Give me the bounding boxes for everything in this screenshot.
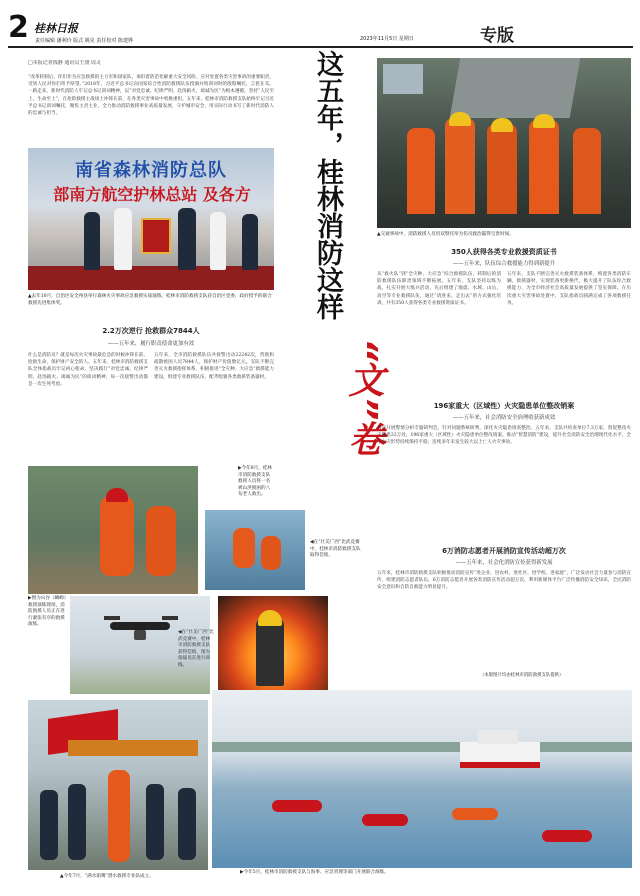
red-carpet [28,266,274,290]
firefighter-silhouette [256,616,284,686]
section4-subtitle: ——五年来，社会化消防宣传获得新发展 [455,560,553,566]
firefighter-1 [407,128,435,214]
section2-subtitle: ——五年来，队伍综合救援能力得到新提升 [452,261,556,267]
section1-text-1: 什么是消防员？就是每次火灾事故最危急的时候冲锋在前，抢救生命，保护财产安全的人。五年来，桂林市消防救援支队全体指战员牢记初心使命，坚决践行“对党忠诚、纪律严明、赴汤蹈火、竭诚为民”的训词精神，每一次接警出动都是一次生死考验。 [28,353,148,387]
rescue-boat [452,808,498,820]
shoreline [212,742,632,752]
silhouette-helmet [258,610,282,626]
rescue-boat [542,830,592,842]
diver [108,770,130,862]
section2-text-2: 五年来，支队不断完善灭火救援装备体系，购置各类消防车辆、救援器材，实现装备更新换代，极大提升了队伍综合救援能力，为全市经济社会高质量发展提供了坚实保障。在历次重大灾害事故处置中，支队指战员圆满完成了各项救援任务。 [507,272,631,306]
rescuer [100,496,134,576]
main-title: 这五年，桂林消防这样 [312,50,343,320]
section-label: 专版 [480,26,514,46]
section3-title: 196家重大（区域性）火灾隐患单位整改销案 [433,402,575,410]
patrol-ship-cabin [478,730,518,744]
fire-rescue-photo [377,58,631,228]
firefighter-2 [445,118,475,214]
truck-window [383,64,423,94]
rescuer [146,506,176,576]
section3-text: 每月开展警情分析专题研判会，针对问题系统研判，深化火灾隐患排查整治。五年来，支队共检查单位7.3万家，督促整改火灾隐患32万处，196家重大（区域性）火灾隐患单位整改销案。推动“智慧消防”建设，提升社会消防安全治理现代化水平，全市火灾形势持续保持平稳，连续多年未发生较大以上亡人火灾事故。 [377,426,631,446]
section4-credit: （本版图片均由桂林市消防救援支队提供） [480,673,564,678]
section2-title: 350人获得各类专业救援资质证书 [451,248,557,256]
firefighter-5 [573,128,601,214]
boat-drill-photo [212,690,632,868]
main-title-accent: “文”卷 [343,338,384,457]
staff-line: 责任编辑 潘利玲 版式 姚晃 责任校对 陈建铧 [35,38,133,44]
caption-top: ▲去年10月，自治区安全州县举行森林火灾事故应急救援实战演练，桂林市消防救援支队获自治区党委、政府授予的联合救援先进集体奖。 [28,294,272,306]
section3-subtitle: ——五年来，社会消防安全治理收获新成效 [452,415,556,421]
rescue-boat [362,814,408,826]
rescue-helmet [106,488,128,502]
section4-title: 6万消防志愿者开展消防宣传活动超万次 [442,547,566,555]
section2-text-1: 从“救火队”到“全灾种、大应急”综合救援队伍，转制后的消防救援队伍职责领域不断拓展。五年来，支队坚持以练为战，扎实开展大练兵活动，先后组建了地震、水域、山岳、高空等专业救援队伍，通过“请进来、走出去”的方式强化培训，共有350人获得各类专业救援资质证书。 [377,272,501,306]
newspaper-logo: 桂林日报 [34,22,78,35]
caption-today-recruit: ▶今年8月，桂林市消防救援支队救援人员将一名被山洪围困的八旬老人救出。 [238,466,273,498]
firefighter-4 [529,120,559,214]
rescuer [261,536,281,570]
page-number: 2 [8,10,29,45]
section1-text-2: 五年来，全市消防救援队伍共接警出动22242次，营救和疏散被困人员7844人，保护财产价值数亿元。支队不断完善灭火救援指挥体系，积极推进“全灾种、大应急”救援能力建设，组建专业救援队伍，配齐配强各类救援装备器材。 [154,353,274,380]
flood-rescue-photo [28,466,198,594]
header-rule [8,46,633,48]
byline: □本报记者钱静 通讯员王骁 周灵 [28,60,101,66]
section4-text: 五年来，桂林市消防救援支队积极推动消防宣传“进企业、进农村、进社区、进学校、进家庭”，广泛发动社会力量参与消防宣传，组建消防志愿者队伍，6万消防志愿者开展各类消防宣传活动超万次，利用新媒体平台广泛传播消防安全知识，全民消防安全意识和自防自救能力明显提升。 [377,571,631,591]
wreck [450,58,581,118]
drone [110,622,170,630]
drone-rotor [104,616,120,620]
banner-line-1: 南省森林消防总队 [75,160,227,181]
rescue-boat [272,800,322,812]
helmet [449,112,471,126]
officer [146,784,164,860]
banner [68,740,198,756]
flame-training-photo [218,596,328,696]
section1-title: 2.2万次逆行 抢救群众7844人 [102,327,200,335]
person-figure [84,212,100,270]
officer [178,788,196,860]
award-pennant [141,218,171,254]
firefighter-3 [487,124,517,214]
caption-flame: ◀在“壮美广西”比武竞赛中，桂林市消防救援支队获得佳绩，图为指战员在进行训练。 [178,630,214,668]
officer [68,784,86,860]
section1-subtitle: ——五年来，履行职责使命更加有效 [107,341,195,347]
drone-camera [134,630,146,640]
rescuer [233,528,255,568]
date-line: 2023年11月5日 星期日 [360,36,414,42]
caption-water: ◀在“壮美广西”比武竞赛中，桂林市消防救援支队取得佳绩。 [310,540,361,559]
banner-line-2: 部南方航空护林总站 及各方 [53,185,251,204]
person-figure [242,214,258,270]
banner-photo [28,148,274,290]
person-figure [114,208,132,270]
caption-fire: ▲交通事故中，消防救援人员用双臂托举为伤员救治赢得宝贵时间。 [377,232,514,237]
caption-drone: ▶图为山谷（嶙峋）救援演练现场，消防救援人员正在进行紧张有序的救援演练。 [28,596,66,628]
caption-parade: ▲今年7月，“满水船鹰”潜水救援专业队成立。 [60,874,154,879]
helmet [533,114,555,128]
intro-text: “改革转制后，你们作为应急救援的主力军和国家队，承担着防范化解重大安全风险、应对处置各类灾害事故的重要职责，受到人民对你们寄予厚望。”2018年，习近平总书记向国家综合性消防救援队伍授旗并致训词时的殷殷嘱托，言犹在耳。一路走来，新时代消防人牢记总书记训词精神，以“对党忠诚、纪律严明、赴汤蹈火、竭诚为民”为根本遵循，坚持“人民至上、生命至上”，在抢险救援主战场上冲锋在前，在各类灾害事故中勇挑重担。五年来，桂林市消防救援支队始终牢记习近平总书记训词嘱托，聚焦主责主业，全力推动消防救援事业高质量发展，守护城市安全，用实际行动书写了新时代消防人的忠诚与担当。 [28,75,274,117]
caption-boat: ▶今年5月，桂林市消防救援支队与海事、应急管理等部门开展联合演练。 [240,870,389,875]
helmet [491,118,513,132]
parade-photo [28,700,208,870]
patrol-ship [460,742,540,768]
officer [40,790,58,860]
drone-rotor [162,616,178,620]
person-figure [210,212,226,270]
water-rescue-photo [205,510,305,590]
person-figure [178,208,196,270]
